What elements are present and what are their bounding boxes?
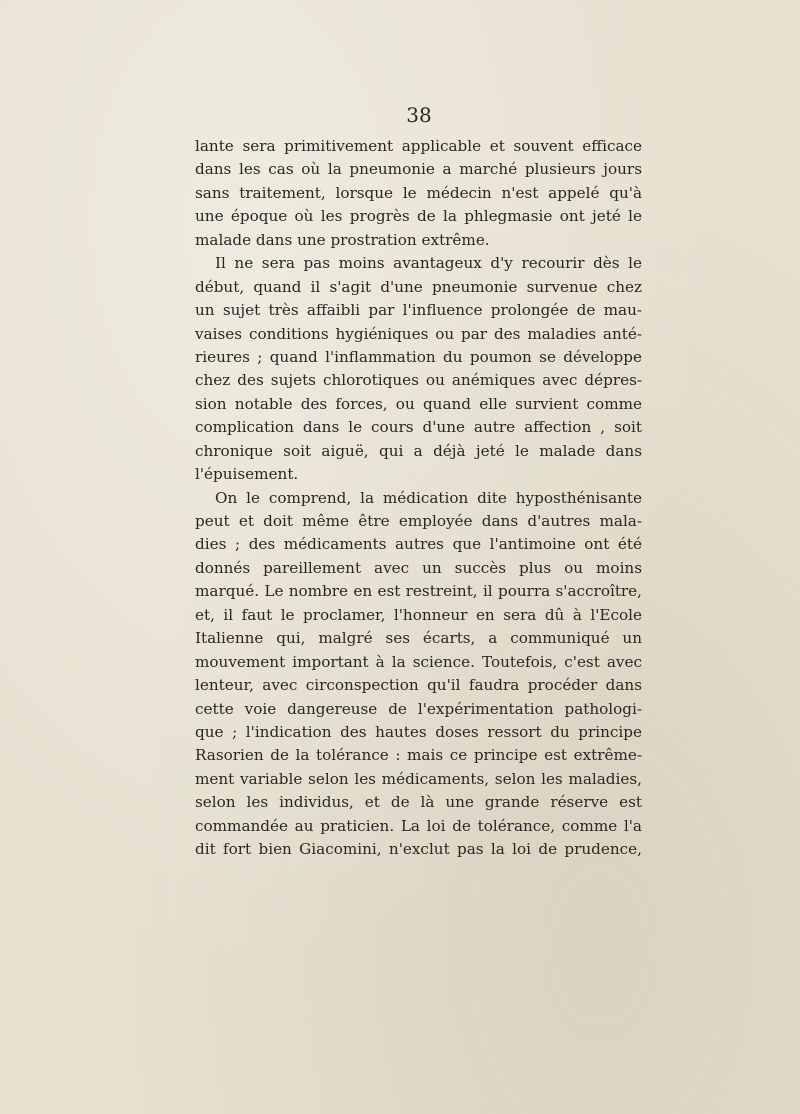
text-line: peut et doit même être employée dans d'autres mala- xyxy=(195,512,642,530)
text-line: complication dans le cours d'une autre affection , soit xyxy=(195,418,642,437)
text-line: une époque où les progrès de la phlegmasie ont jeté le xyxy=(195,207,642,226)
text-line: ment variable selon les médicaments, selon les maladies, xyxy=(195,769,642,788)
body-text xyxy=(195,135,642,862)
text-line: que ; l'indication des hautes doses ressort du principe xyxy=(195,722,642,741)
text-line: dies ; des médicaments autres que l'antimoine ont été xyxy=(195,535,642,554)
text-line: sans traitement, lorsque le médecin n'est appelé qu'à xyxy=(195,183,642,202)
text-line: chronique soit aiguë, qui a déjà jeté le malade dans xyxy=(195,441,642,460)
text-line: cette voie dangereuse de l'expérimentation pathologi- xyxy=(195,699,642,718)
page-number: 38 xyxy=(406,103,432,127)
text-line: vaises conditions hygiéniques ou par des maladies anté- xyxy=(195,324,642,343)
text-line: Rasorien de la tolérance : mais ce principe est extrême- xyxy=(195,746,642,765)
text-line: dit fort bien Giacomini, n'exclut pas la loi de prudence, xyxy=(195,840,642,859)
text-line: rieures ; quand l'inflammation du poumon se développe xyxy=(195,347,642,366)
text-line: et, il faut le proclamer, l'honneur en sera dû à l'Ecole xyxy=(195,605,642,624)
text-line: marqué. Le nombre en est restreint, il pourra s'accroître, xyxy=(195,582,642,601)
text-line: un sujet très affaibli par l'influence prolongée de mau- xyxy=(195,301,642,320)
text-line: lenteur, avec circonspection qu'il faudra procéder dans xyxy=(195,676,642,695)
text-line: Italienne qui, malgré ses écarts, a communiqué un xyxy=(195,629,642,648)
text-line: commandée au praticien. La loi de tolérance, comme l'a xyxy=(195,816,642,835)
text-line: lante sera primitivement applicable et souvent efficace xyxy=(195,137,642,155)
text-line: donnés pareillement avec un succès plus ou moins xyxy=(195,558,642,577)
text-line: mouvement important à la science. Toutefois, c'est avec xyxy=(195,652,642,671)
text-line: malade dans une prostration extrême. xyxy=(195,230,490,249)
paragraph-start-line: Il ne sera pas moins avantageux d'y recourir dès le xyxy=(215,254,642,273)
text-line: chez des sujets chlorotiques ou anémiques avec dépres- xyxy=(195,371,642,390)
text-line: sion notable des forces, ou quand elle survient comme xyxy=(195,394,642,413)
text-line: début, quand il s'agit d'une pneumonie survenue chez xyxy=(195,277,642,296)
text-line: selon les individus, et de là une grande réserve est xyxy=(195,793,642,812)
text-line: l'épuisement. xyxy=(195,465,299,484)
text-line: dans les cas où la pneumonie a marché plusieurs jours xyxy=(195,160,642,179)
paragraph-start-line: On le comprend, la médication dite hyposthénisante xyxy=(215,488,642,507)
